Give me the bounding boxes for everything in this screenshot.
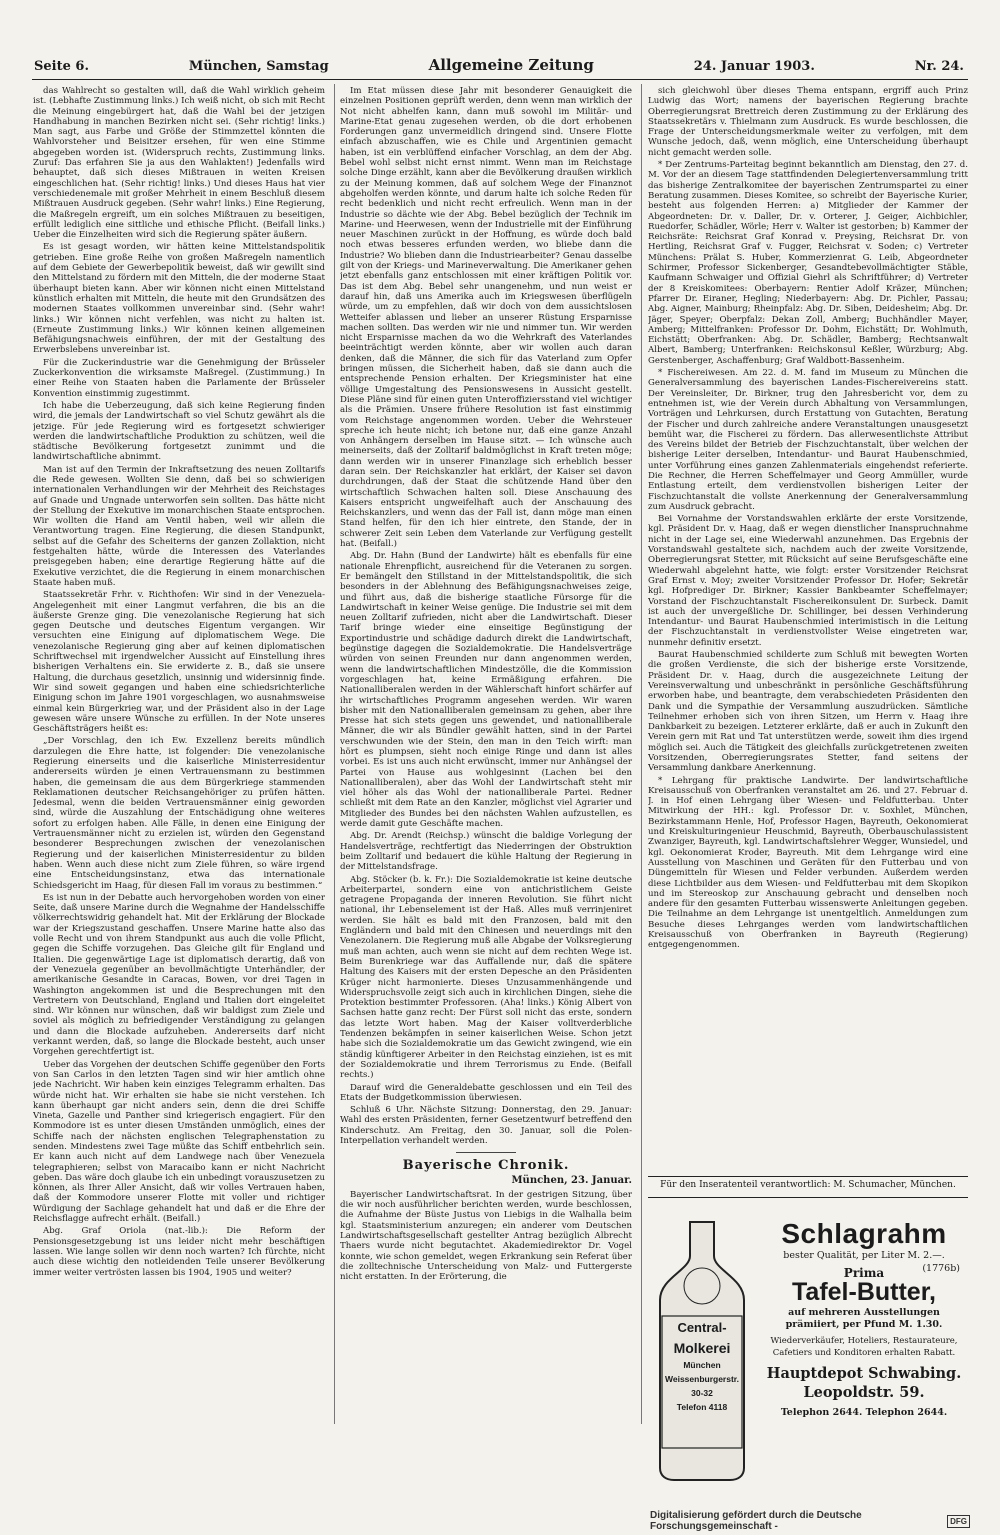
ad-text <box>762 1212 966 1419</box>
footer-text: Digitalisierung gefördert durch die Deutsche Forschungsgemeinschaft - <box>650 1510 862 1532</box>
bottle-label-line: Weissenburgerstr. <box>664 1374 739 1384</box>
section-rule <box>648 1176 968 1177</box>
article-paragraph: * Fischereiwesen. Am 22. d. M. fand im Museum zu München die Generalversammlung des bayerischen Landes-Fischereivereins statt. Der Vereinsleiter, Dr. Birkner, trug den Jahresbericht vor, dem zu entnehmen ist, wie der Verein durch Abhaltung von Versammlungen, Vorträgen und Lehrkursen, durch Erstattung von Gutachten, Beratung der Fischer und durch zahlreiche andere Veranstaltungen unausgesetzt bemüht war, die Fischerei zu fördern. Das allerwesentlichste Attribut des Vereins bildet der Betrieb der Fischzuchtanstalt, über welchen der bisherige Leiter derselben, Intendantur- und Baurat Haubenschmied, unter Vorführung eines ganzen Zahlenmaterials eingehendst referierte. Die Rechner, die Herren Scheffelmayer und Georg Ammüller, wurde Entlastung erteilt, dem verdienstvollen bisherigen Leiter der Fischzuchtanstalt die vollste Anerkennung der Generalversammlung zum Ausdruck gebracht. <box>648 368 968 512</box>
article-paragraph: Man ist auf den Termin der Inkraftsetzung des neuen Zolltarifs die Rede gewesen. Wollten Sie denn, daß bei so schwierigen internationalen Verhandlungen wir der Mehrheit des Reichstages auf Gnade und Ungnade unterworfen sein sollten. Das hätte nicht der Stellung der Exekutive im monarchischen Staate entsprochen. Wir wollten die Hand am Ventil haben, weil wir allein die Verantwortung tragen. Eine Regierung, die diesen Standpunkt, selbst auf die Gefahr des Scheiterns der ganzen Zollaktion, nicht festgehalten hätte, würde die Interessen des Vaterlandes preisgegeben haben; eine derartige Regierung hätte auf die Exekutive verzichtet, die die Regierung in einem monarchischen Staate haben muß. <box>33 464 325 588</box>
bottle-label-line: München <box>683 1360 721 1370</box>
dfg-logo-icon: DFG <box>947 1515 970 1528</box>
digitization-footer <box>650 1512 970 1530</box>
chronik-heading: Bayerische Chronik. <box>402 1158 570 1174</box>
column-3 <box>648 86 968 1171</box>
article-paragraph: Abg. Stöcker (b. k. Fr.): Die Sozialdemokratie ist keine deutsche Arbeiterpartei, sondern eine von antichristlichem Geiste getragene Propaganda der inneren Revolution. Sie führt nicht national, ihr Lebenselement ist der Haß. Alles muß verrinjeniret werden. Sie hält es bald mit den Franzosen, bald mit den Engländern und bald mit den Chinesen und neuerdings mit den Venezolanern. Die Regierung muß alle Abgabe der Volksregierung muß man achten, auch wenn sie nicht auf dem rechten Wege ist. Beim Burenkriege war das Auffallende nur, daß die spätere Haltung des Kaisers mit der ersten Depesche an den Präsidenten Krüger nicht harmonierte. Dieses Unzusammenhängende und Widerspruchsvolle zeigt sich auch in kirchlichen Dingen, siehe die Protektion bestimmter Professoren. (Aha! links.) König Albert von Sachsen hatte ganz recht: Der Fürst soll nicht das erste, sondern das letzte Wort haben. Mag der Kaiser volltverderbliche Tendenzen bekämpfen in seiner kaiserlichen Weise. Schon jetzt habe sich die Sozialdemokratie um das Gewicht zwingend, wie ein ständig künftigerer Arbeiter in den Reichstag einziehen, ist es mit der Sozialdemokratie und ihrem Terrorismus zu Ende. (Beifall rechts.) <box>340 874 632 1081</box>
bottle-label <box>662 1318 742 1414</box>
article-paragraph: Im Etat müssen diese Jahr mit besonderer Genauigkeit die einzelnen Positionen geprüft werden, denn wenn man wirklich der Not nicht abhelfen kann, dann muß sowohl im Militär- und Marine-Etat genau zugesehen werden, ob die dort erhobenen Forderungen ganz unvermeidlich dringend sind. Unsere Flotte einfach abzuschaffen, wie es Chile und Argentinien gemacht haben, ist ein verblüffend einfacher Vorschlag, an dem der Abg. Bebel wohl selbst nicht ernst nimmt. Wenn man im Reichstage solche Dinge erzählt, kann aber die Bevölkerung draußen wirklich zu der Meinung kommen, daß auf solchem Wege der Finanznot abgeholfen werden könnte, und darum halte ich solche Reden für recht bedenklich und nicht recht erfreulich. Wenn man in der Industrie so dächte wie der Abg. Bebel bezüglich der Technik im Marine- und Heerwesen, wenn der Industrielle mit der Einführung neuer Maschinen zurückt in der Hoffnung, es würde doch bald noch etwas besseres erfunden werden, wo bliebe dann die Industrie? Wo blieben dann die Industriearbeiter? Genau dasselbe gilt von der Kriegs- und Marineverwaltung. Die Amerikaner gehen jetzt ebenfalls ganz entschlossen mit einer kräftigen Politik vor. Das ist dem Abg. Bebel sehr unangenehm, und nun weist er darauf hin, daß uns Amerika auch im Kriegswesen überflügeln würde, um zu empfehlen, daß wir doch von dem aussichtslosen Wetteifer ablassen und lieber an unserer Rüstung Ersparnisse machen sollten. Das werden wir nie und nimmer tun. Wir werden nicht Ersparnisse machen da wo die Wehrkraft des Vaterlandes beeinträchtigt werden könnte, aber wir wollen auch daran denken, daß die Männer, die sich für das Vaterland zum Opfer bringen müssen, die Sicherheit haben, daß sie dann auch die entsprechende Pension erhalten. Der Kriegsminister hat eine völlige Umgestaltung des Pensionswesens in Aussicht gestellt. Diese Pläne sind für einen guten Unteroffiziersstand viel wichtiger als die Prämien. Unsere frühere Resolution ist fast einstimmig vom Reichstage angenommen worden. Ueber die Wehrsteuer spreche ich heute nicht; ich betone nur, daß eine ganze Anzahl von Anhängern derselben im Hause sitzt. — Ich wünsche auch meinerseits, daß der Zolltarif baldmöglichst in Kraft treten möge; dann werden wir in unserer Finanzlage sich erheblich besser daran sein. Der Reichskanzler hat erklärt, der Kaiser sei davon durchdrungen, daß der Staat die schützende Hand über den wirtschaftlich Schwachen halten soll. Diese Anschauung des Kaisers entspricht ungweifelhaft auch der Anschauung des Reichskanzlers, und wenn das der Fall ist, dann möge man einen Stand helfen, für den ich hier eintrete, den Stande, der in schwerer Zeit sein Leben dem Vaterlande zur Verfügung gestellt hat. (Beifall.) <box>340 86 632 550</box>
article-paragraph: „Der Vorschlag, den ich Ew. Exzellenz bereits mündlich darzulegen die Ehre hatte, ist folgender: Die venezolanische Regierung einerseits und die kaiserliche Ministerresidentur andererseits würden je einen Vertrauensmann zu bestimmen haben, die gemeinsam die aus dem Bürgerkriege stammenden Reklamationen deutscher Reichsangehöriger zu prüfen hätten. Jedesmal, wenn die beiden Vertrauensmänner einig geworden sind, würde die Auszahlung der Entschädigung ohne weiteres sofort zu erfolgen haben. Alle Fälle, in denen eine Einigung der Vertrauensmänner nicht zu erzielen ist, würden den Gegenstand besonderer Besprechungen zwischen der venezolanischen Regierung und der kaiserlichen Ministerresidentur zu bilden haben. Wenn auch diese nicht zum Ziele führen, so wäre irgend eine Entscheidungsinstanz, etwa das internationale Schiedsgericht im Haag, für diesen Fall im voraus zu bestimmen.“ <box>33 736 325 891</box>
bottle-label-line: Central- <box>677 1320 727 1335</box>
city-day: München, Samstag <box>188 59 329 74</box>
article-paragraph: Abg. Graf Oriola (nat.-lib.): Die Reform der Pensionsgesetzgebung ist uns leider nicht mehr beschäftigen lassen. Wie lange sollen wir denn noch warten? Ich fürchte, nicht auch diese wichtig den notleidenden Teile unserer Bevölkerung immer weiter vertrösten lassen bis 1904, 1905 und weiter? <box>33 1226 325 1278</box>
header-rule <box>32 79 968 80</box>
section-rule <box>648 1197 968 1198</box>
ad-butter-info: auf mehreren Ausstellungen prämiiert, per Pfund M. 1.30. <box>785 1307 943 1330</box>
ad-depot: Hauptdepot Schwabing. <box>766 1365 962 1382</box>
article-paragraph: sich gleichwohl über dieses Thema entspann, ergriff auch Prinz Ludwig das Wort; namens der bayerischen Regierung brachte Oberregierungsrat Brettreich deren Zustimmung zu der Erklärung des Staatssekretärs v. Thielmann zum Ausdruck. Es wurde beschlossen, die Frage der Unterscheidungsmerkmale weiter zu verfolgen, mit dem Wunsche jedoch, daß, wenn möglich, eine Unterscheidung überhaupt nicht gemacht werden solle. <box>648 86 968 158</box>
ad-ref: (1776b) <box>922 1263 960 1274</box>
article-paragraph: Abg. Dr. Arendt (Reichsp.) wünscht die baldige Vorlegung der Handelsverträge, rechtfertigt das Niederringen der Obstruktion beim Zolltarif und bedauert die kühle Haltung der Regierung in der Mittelstandsfrage. <box>340 831 632 873</box>
article-paragraph: Schluß 6 Uhr. Nächste Sitzung: Donnerstag, den 29. Januar: Wahl des ersten Präsidenten, ferner Gesetzentwurf betreffend den Kinderschutz. Am Freitag, den 30. Januar, soll die Polen-Interpellation verhandelt werden. <box>340 1105 632 1146</box>
bottle-label-line: 30-32 <box>691 1388 713 1398</box>
ad-prima: Prima <box>843 1266 885 1280</box>
chronik-text: Bayerischer Landwirtschaftsrat. In der gestrigen Sitzung, über die wir noch ausführlicher berichten werden, wurde beschlossen, die Aufnahme der Büste Justus von Liebigs in die Walhalla beim kgl. Staatsministerium anzuregen; ein anderer vom Deutschen Landwirtschaftsgesellschaft gestellter Antrag bezüglich Albrecht Thaers wurde nicht begutachtet. Akademiedirektor Dr. Vogel konnte, wie schon gemeldet, wegen Erkrankung sein Referat über die zolltechnische Unterscheidung von Malz- und Futtergerste nicht erstatten. In der Erörterung, die <box>340 1189 632 1283</box>
column-1 <box>33 86 325 1431</box>
article-paragraph: Darauf wird die Generaldebatte geschlossen und ein Teil des Etats der Budgetkommission überwiesen. <box>340 1082 632 1103</box>
ad-address: Leopoldstr. 59. <box>803 1384 925 1401</box>
article-paragraph: Staatssekretär Frhr. v. Richthofen: Wir sind in der Venezuela-Angelegenheit mit einer Langmut verfahren, die bis an die äußerste Grenze ging. Die venezolanische Regierung hat sich gegen Deutsche und deutsches Eigentum vergangen. Wir versuchten eine Einigung auf diplomatischem Wege. Die venezolanische Regierung ging aber auf keinen diplomatischen Schriftwechsel mit irgendwelcher Aussicht auf Einstellung ihres bisherigen Verhaltens ein. Sie erwiderte z. B., daß sie unsere Haltung, die durchaus gesetzlich, unsinnig und widersinnig finde. Wir sind soweit gegangen und haben eine schiedsrichterliche Einigung schon im Jahre 1901 vorgeschlagen, wo ausnahmsweise einmal kein Bürgerkrieg war, und der Präsident also in der Lage gewesen wäre unsere Wünsche zu erfüllen. In der Note unseres Geschäftsträgers heißt es: <box>33 590 325 735</box>
article-paragraph: Abg. Dr. Hahn (Bund der Landwirte) hält es ebenfalls für eine nationale Ehrenpflicht, ausreichend für die Veteranen zu sorgen. Er bemängelt den Stillstand in der Mittelstandspolitik, die sich besonders in der Ablehnung des Befähigungsnachweises zeige, und führt aus, daß die bisherige staatliche Fürsorge für die Landwirtschaft in keiner Weise genüge. Die Industrie sei mit dem neuen Zolltarif zufrieden, nicht aber die Landwirtschaft. Dieser Tarif bringe wieder eine einseitige Begünstigung der Exportindustrie und schädige dadurch direkt die Landwirtschaft, begünstige dagegen die Sozialdemokratie. Die Handelsverträge würden von seinen Freunden nur dann angenommen werden, wenn die landwirtschaftlichen Mindestzölle, die die Kommission vorgeschlagen hat, keine Ermäßigung erfahren. Die Nationalliberalen werden in der Wählerschaft hinfort schärfer auf ihr wirtschaftliches Programm angesehen werden. Wir waren bisher mit den Nationalliberalen gemeinsam zu gehen, aber ihre Presse hat sich stets gegen uns gewendet, und nationalliberale Männer, die wir als Bündler gewählt hatten, sind in der Partei verschwunden wie der Stein, den man in den Teich wirft: man hört es plumpsen, sieht noch einige Ringe und dann ist alles vorbei. Es ist uns auch nicht erwünscht, immer nur Anhängsel der Partei von Hause aus wohlgesinnt (Lachen bei den Nationalliberalen), aber das Wohl der Landwirtschaft steht mir viel höher als das Wohl der nationalliberale Partei. Redner schließt mit dem Rate an den Kanzler, möglichst viel Agrarier und Mitglieder des Bundes bei den nächsten Wahlen aufzustellen, es werde damit gute Geschäfte machen. <box>340 551 632 830</box>
article-paragraph: * Der Zentrums-Parteitag beginnt bekanntlich am Dienstag, den 27. d. M. Vor der an diesem Tage stattfindenden Delegiertenversammlung tritt das bisherige Zentralkomitee der bayerischen Zentrumspartei zu einer Beratung zusammen. Dieses Komitee, so schreibt der Bayerische Kurier, besteht aus folgenden Herren: a) Mitglieder der Kammer der Abgeordneten: Dr. v. Daller, Dr. v. Orterer, J. Geiger, Aichbichler, Ruedorfer, Schädler, Wörle; Herr v. Walter ist gestorben; b) Kammer der Reichsräte: Reichsrat Graf Konrad v. Preysing, Reichsrat Dr. von Hertling, Reichsrat Graf v. Fugger, Reichsrat v. Soden; c) Vertreter Münchens: Prälat S. Huber, Kommerzienrat G. Leib, Abgeordneter Schirmer, Professor Sickenberger, Gesandtebevollmächtigter Stäble, Kaufmann Schwaiger und Offizial Giehrl als Schriftführer; d) Vertreter der 8 Kreiskomitees: Oberbayern: Rentier Adolf Kräzer, München; Pfarrer Dr. Eiraner, Hegling; Niederbayern: Abg. Dr. Pichler, Passau; Abg. Aigner, Mainburg; Rheinpfalz: Abg. Dr. Siben, Deidesheim; Abg. Dr. Jäger, Speyer; Oberpfalz: Dekan Zoll, Amberg; Buchhändler Mayer, Amberg; Mittelfranken: Professor Dr. Dohm, Eichstätt; Dr. Wohlmuth, Eichstätt; Oberfranken: Abg. Dr. Schädler, Bamberg; Rechtsanwalt Albert, Bamberg; Unterfranken: Reichskonsul Keßler, Würzburg; Abg. Gerstenberger, Aschaffenburg; Graf Waldbott-Bassenheim. <box>648 160 968 366</box>
ad-title-butter: Tafel-Butter, <box>792 1278 936 1306</box>
article-paragraph: Ich habe die Ueberzeugung, daß sich keine Regierung finden wird, die jemals der Landwirtschaft so viel Schutz gewährt als die jetzige. Für jede Regierung wird es fortgesetzt schwieriger werden die landwirtschaftliche Produktion zu schützen, weil die städtische Bevölkerung fortgesetzt zunimmt und die landwirtschaftliche abnimmt. <box>33 400 325 463</box>
advertisement <box>648 1212 966 1487</box>
article-paragraph: Es ist nun in der Debatte auch hervorgehoben worden von einer Seite, daß unsere Marine durch die Wegnahme der Handelsschiffe völkerrechtswidrig gehandelt hat. Mit der Erklärung der Blockade war der Kriegszustand geschaffen. Unsere Marine hatte also das volle Recht und von ihrem Standpunkt aus auch die volle Pflicht, gegen die Schiffe vorzugehen. Das Gleiche gilt für England und Italien. Die gegenwärtige Lage ist diplomatisch derartig, daß von der Venezuela gegenüber an bevollmächtigte Unterhändler, der amerikanische Gesandte in Caracas, Bowen, vor drei Tagen in Washington angekommen ist und die Besprechungen mit den Vertretern von Deutschland, England und Italien dort eingeleitet sind. Wir können nur wünschen, daß wir baldigst zum Ziele und soviel als möglich zu befriedigender Verständigung zu gelangen und dann die Blockade aufzuheben. Andererseits darf nicht verkannt werden, daß, so lange die Blockade besteht, auch unser Vorgehen gerechtfertigt ist. <box>33 892 325 1058</box>
issue-number: Nr. 24. <box>914 59 964 74</box>
page-header <box>34 56 964 78</box>
article-paragraph: * Lehrgang für praktische Landwirte. Der landwirtschaftliche Kreisausschuß von Oberfranken veranstaltet am 26. und 27. Februar d. J. in Hof einen Lehrgang über Wiesen- und Feldfutterbau. Unter Mitwirkung der HH.: kgl. Professor Dr. v. Soxhlet, München, Bezirkstammann Henle, Hof, Professor Hagen, Bayreuth, Oekonomierat und Kreiskulturingenieur Heuschmid, Bayreuth, Oberbauschulassistent Zwanziger, Bayreuth, kgl. Landwirtschaftslehrer Wegger, Wunsiedel, und kgl. Oekonomierat Kroder, Bayreuth. Mit dem Lehrgange wird eine Ausstellung von Maschinen und Geräten für den Futterbau und von Düngemitteln für Wiesen und Felder verbunden. Außerdem werden diese Lichtbilder aus dem Wiesen- und Feldfutterbau mit dem Skopikon und im Stereoskop zur Anschauung gebracht und denselben noch andere für den gesamten Futterbau wissenswerte Anleitungen gegeben. Die Teilnahme an dem Lehrgange ist unentgeltlich. Anmeldungen zum Besuche dieses Lehrganges werden vom landwirtschaftlichen Kreisausschuß von Oberfranken in Bayreuth (Regierung) entgegengenommen. <box>648 775 968 951</box>
inserate-responsible: Für den Inseratenteil verantwortlich: M. Schumacher, München. <box>660 1180 956 1190</box>
newspaper-title: Allgemeine Zeitung <box>428 56 594 74</box>
article-paragraph: Es ist gesagt worden, wir hätten keine Mittelstandspolitik getrieben. Eine große Reihe von großen Maßregeln namentlich auf dem Gebiete der Gewerbepolitik beweist, daß wir gewillt sind den Mittelstand zu fördern mit den Mitteln, die der moderne Staat überhaupt bieten kann. Aber wir können nicht einen Mittelstand künstlich erhalten mit Mitteln, die heute mit den Grundsätzen des modernen Staates vollkommen unvereinbar sind. (Sehr wahr! links.) Wir können nicht verfehlen, was nicht zu halten ist. (Erneute Zustimmung links.) Wir können keinen allgemeinen Befähigungsnachweis einführen, der mit der Gestaltung des Erwerbslebens unvereinbar ist. <box>33 242 325 356</box>
column-divider <box>334 84 335 1424</box>
column-2 <box>340 86 632 1431</box>
article-paragraph: das Wahlrecht so gestalten will, daß die Wahl wirklich geheim ist. (Lebhafte Zustimmung links.) Ich weiß nicht, ob sich mit Recht die Meinung eingebürgert hat, daß die Wahl bei der jetzigen Handhabung in manchen Bezirken nicht sei. (Sehr richtig! links.) Man sagt, aus Farbe und Größe der Stimmzettel könnten die Wahlvorsteher und Beisitzer ersehen, für wen eine Stimme abgegeben worden ist. (Widerspruch rechts, Zustimmung links. Zuruf: Das erfahren Sie ja aus den Wahlakten!) Jedenfalls wird behauptet, daß sich dieses Mißtrauen in weiten Kreisen eingeschlichen hat. (Sehr richtig! links.) Und dieses Haus hat vier verschiedenemale mit großer Mehrheit in einem Beschluß diesem Mißtrauen Ausdruck gegeben. (Sehr wahr! links.) Eine Regierung, die Maßregeln ergreift, um ein solches Mißtrauen zu beseitigen, erfüllt lediglich eine sittliche und ethische Pflicht. (Beifall links.) Ueber die Einzelheiten wird sich die Regierung später äußern. <box>33 86 325 241</box>
page-number: Seite 6. <box>34 59 89 74</box>
column-divider <box>641 84 642 1424</box>
article-paragraph: Bei Vornahme der Vorstandswahlen erklärte der erste Vorsitzende, kgl. Präsident Dr. v. Haag, daß er wegen dienstlicher Inanspruchnahme nicht in der Lage sei, eine Wiederwahl anzunehmen. Das Ergebnis der Vorstandswahl gestaltete sich, nachdem auch der zweite Vorsitzende, Oberregierungsrat Stetter, mit Rücksicht auf seine Berufsgeschäfte eine Wiederwahl abgelehnt hatte, wie folgt: erster Vorsitzender Reichsrat Graf Ernst v. Moy; zweiter Vorsitzender Professor Dr. Hofer; Sekretär kgl. Hofprediger Dr. Birkner; Kassier Bankbeamter Scheffelmayer; Vorstand der Fischzuchtanstalt Fischereikonsulent Dr. Surbeck. Damit ist auch der unvergeßliche Dr. Schillinger, bei dessen Verhinderung Intendantur- und Baurat Haubenschmied interimistisch in die Leitung der Fischzuchtanstalt in verdienstvollster Weise eingetreten war, nunmehr definitiv ersetzt. <box>648 514 968 648</box>
ad-phone: Telephon 2644. Telephon 2644. <box>780 1407 948 1418</box>
ad-rabatt: Wiederverkäufer, Hoteliers, Restaurateure, Cafetiers und Konditoren erhalten Rabatt. <box>770 1336 958 1358</box>
ad-price-schlagrahm: bester Qualität, per Liter M. 2.—. <box>783 1250 945 1261</box>
bottle-label-line: Molkerei <box>673 1340 731 1356</box>
issue-date: 24. Januar 1903. <box>693 59 815 74</box>
article-paragraph: Baurat Haubenschmied schilderte zum Schluß mit bewegten Worten die großen Verdienste, die sich der bisherige erste Vorsitzende, Präsident Dr. v. Haag, durch die ausgezeichnete Leitung der Vereinsverwaltung und unbeschränkt in persönliche Geschäftsführung erworben habe, und beantragte, dem verabschiedeten Präsidenten den Dank und die Sympathie der Versammlung auszudrücken. Sämtliche Teilnehmer erhoben sich von ihren Sitzen, um Herrn v. Haag ihre Dankbarkeit zu bezeigen. Letzterer erklärte, daß er auch in Zukunft den Verein gern mit Rat und Tat unterstützen werde, soweit ihm dies irgend möglich sei. Auch die Tätigkeit des gleichfalls zurückgetretenen zweiten Vorsitzenden, Oberregierungsrates Stetter, fand seitens der Versammlung dankbare Anerkennung. <box>648 650 968 774</box>
article-paragraph: Ueber das Vorgehen der deutschen Schiffe gegenüber den Forts von San Carlos in den letzten Tagen sind wir hier amtlich ohne jede Nachricht. Wir haben kein einziges Telegramm erhalten. Das würde nicht hat. Wir erhalten sie habe sie nicht verstehen. Ich kann überhaupt gar nicht anders sein, denn die drei Schiffe Vineta, Gazelle und Panther sind kriegerisch engagiert. Für den Kommodore ist es unter diesen Umständen unmöglich, eines der Schiffe nach der nächsten englischen Telegraphenstation zu senden. Mindestens zwei Tage müßte das Schiff entbehrlich sein. Er kann auch nicht auf dem Landwege nach über Venezuela telegraphieren; selbst von Maracaibo kann er nicht Nachricht geben. Das wäre doch glaube ich ein unbedingt vorauszusetzen zu können, als Ihrer Aller Ansicht, daß wir volles Vertrauen haben, daß der Kommodore unserer Flotte mit voller und richtiger Würdigung der Sachlage gehandelt hat und daß er die Ehre der Reichsflagge aufrecht erhält. (Beifall.) <box>33 1059 325 1225</box>
bottle-label-line: Telefon 4118 <box>676 1402 728 1412</box>
section-rule <box>456 1152 516 1153</box>
article-paragraph: Für die Zuckerindustrie war die Genehmigung der Brüsseler Zuckerkonvention die wirksamste Maßregel. (Zustimmung.) In einer Reihe von Staaten haben die Parlamente der Brüsseler Konvention einstimmig zugestimmt. <box>33 357 325 399</box>
ad-title-schlagrahm: Schlagrahm <box>781 1218 947 1249</box>
chronik-dateline: München, 23. Januar. <box>511 1174 632 1186</box>
